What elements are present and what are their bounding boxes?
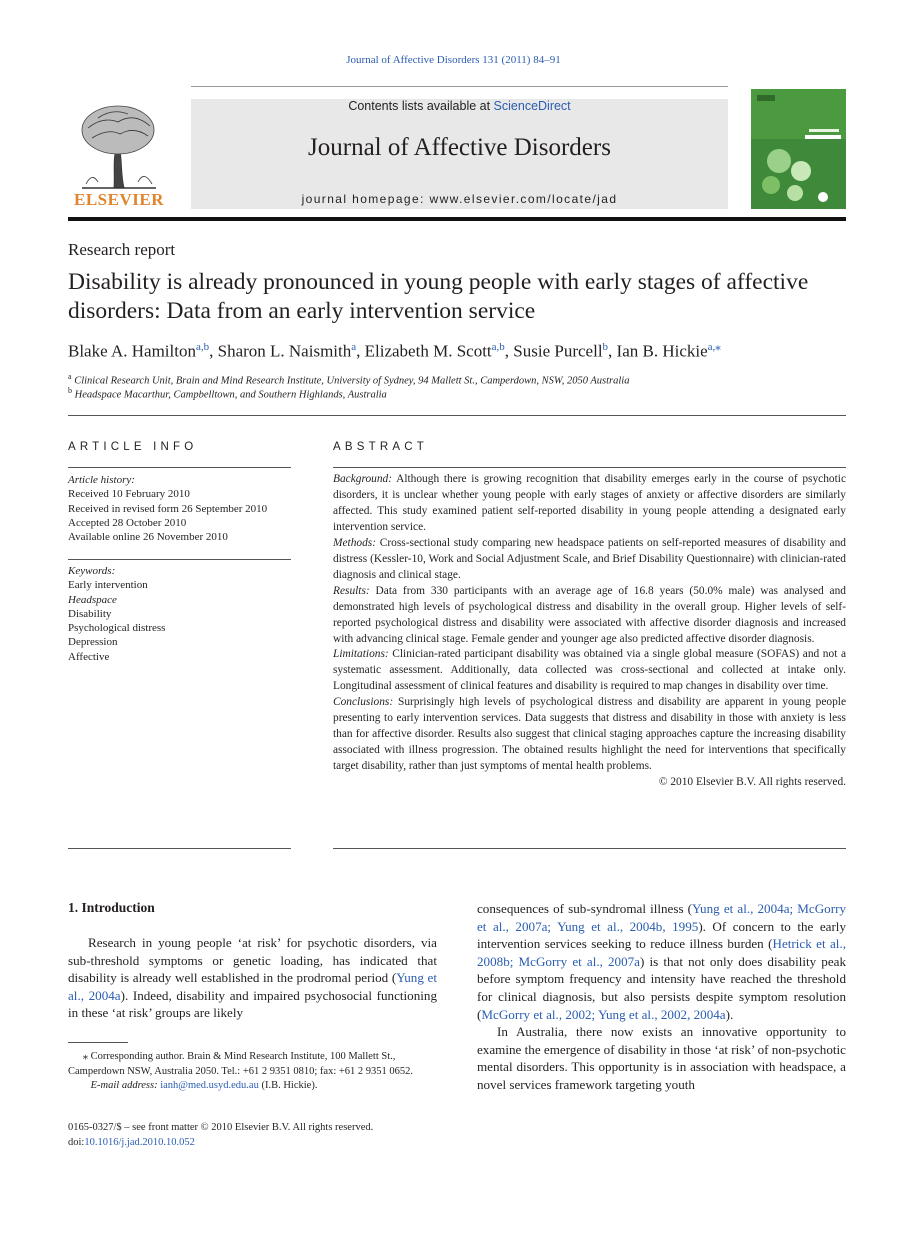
- contents-line: [191, 99, 728, 113]
- author-name: Susie Purcell: [513, 341, 603, 361]
- keyword-item: Headspace: [68, 593, 117, 606]
- section-rule: [68, 415, 846, 416]
- homepage-label: journal homepage:: [301, 192, 430, 206]
- body-paragraph: [477, 900, 846, 1023]
- article-history: [68, 473, 298, 544]
- journal-citation[interactable]: Journal of Affective Disorders 131 (2011) 84–91: [346, 54, 561, 66]
- journal-homepage: [191, 192, 728, 206]
- paragraph-text: Research in young people ‘at risk’ for psychotic disorders, via sub-threshold symptoms or genetic loading, has indicated that disability is already well established in the prodromal period (: [68, 935, 437, 986]
- body-column-left: [68, 934, 437, 1022]
- affiliation-b: [68, 386, 387, 401]
- affiliation-text: Clinical Research Unit, Brain and Mind Research Institute, University of Sydney, 94 Mallett St., Camperdown, NSW, 2050 Australia: [74, 375, 630, 387]
- keywords-label: Keywords:: [68, 565, 116, 577]
- front-matter-line: 0165-0327/$ – see front matter © 2010 Elsevier B.V. All rights reserved.: [68, 1122, 374, 1133]
- abstract-limitations: [333, 647, 846, 695]
- keyword-item: Affective: [68, 650, 110, 663]
- article-type: Research report: [68, 240, 176, 259]
- paragraph-text: ). Of concern to the early intervention services seeking to reduce illness burden (: [477, 918, 846, 952]
- footnote-text: Corresponding author. Brain & Mind Research Institute, 100 Mallett St., Camperdown NSW, Australia 2050. Tel.: +61 2 9351 0810; fax: +61 2 9351 0652.: [68, 1051, 414, 1077]
- abstract-methods: [333, 536, 846, 584]
- keyword-item: Depression: [68, 636, 118, 649]
- section-rule: [68, 559, 291, 560]
- author-name: Sharon L. Naismith: [217, 341, 352, 361]
- abstract-section-label: Conclusions:: [333, 696, 394, 709]
- author-name: Ian B. Hickie: [616, 341, 708, 361]
- author-name: Blake A. Hamilton: [68, 341, 196, 361]
- homepage-url[interactable]: www.elsevier.com/locate/jad: [429, 192, 618, 206]
- author-separator: ,: [504, 341, 514, 361]
- reference-link[interactable]: Yung et al., 2004a; McGorry et al., 2007a; Yung et al., 2004b, 1995: [477, 901, 846, 934]
- section-rule: [68, 467, 291, 468]
- paragraph-text: consequences of sub-syndromal illness (: [477, 901, 693, 916]
- author-name: Elizabeth M. Scott: [364, 341, 492, 361]
- history-item: Available online 26 November 2010: [68, 531, 228, 544]
- keyword-item: Early intervention: [68, 579, 148, 592]
- history-item: Received 10 February 2010: [68, 488, 190, 501]
- keyword-item: Psychological distress: [68, 622, 166, 635]
- author-affiliation-mark[interactable]: b: [602, 341, 609, 353]
- issn-doi-block: [68, 1121, 438, 1150]
- affiliation-a: [68, 372, 629, 387]
- footnote-rule: [68, 1042, 128, 1043]
- reference-link[interactable]: Hetrick et al., 2008b; McGorry et al., 2007a: [477, 936, 846, 969]
- author-separator: ,: [356, 341, 365, 361]
- history-item: Accepted 28 October 2010: [68, 516, 187, 529]
- email-suffix: (I.B. Hickie).: [258, 1080, 318, 1092]
- reference-link[interactable]: McGorry et al., 2002; Yung et al., 2002, 2004a: [481, 1006, 726, 1022]
- abstract-conclusions: [333, 695, 846, 775]
- doi-line: [68, 1136, 438, 1151]
- journal-title: Journal of Affective Disorders: [308, 134, 611, 161]
- header-top-rule: [191, 86, 728, 87]
- email-label: E-mail address:: [90, 1080, 158, 1092]
- abstract-section-label: Background:: [333, 473, 393, 485]
- author-affiliation-mark[interactable]: a,⁎: [707, 341, 721, 353]
- abstract-section-text: Data from 330 participants with an average age of 16.8 years (50.0% male) was analysed and demonstrated high levels of psychological distress and disability in the overall group. Higher levels of self-reported psychological distress and disability were associated with affective disorder diagnosis and increased with advancing clinical stage. Female gender and younger age also predicted affective disorder diagnosis.: [333, 584, 846, 645]
- paragraph-text: ).: [725, 1006, 734, 1022]
- history-label: Article history:: [68, 474, 135, 486]
- author-separator: ,: [209, 341, 218, 361]
- publisher-wordmark: ELSEVIER: [74, 190, 164, 209]
- affiliation-text: Headspace Macarthur, Campbelltown, and Southern Highlands, Australia: [74, 389, 387, 401]
- abstract-section-label: Limitations:: [333, 648, 389, 661]
- section-rule: [68, 848, 291, 849]
- doi-label: doi:: [68, 1136, 85, 1148]
- keyword-item: Disability: [68, 607, 112, 620]
- reference-link[interactable]: Yung et al., 2004a: [68, 970, 437, 1003]
- author-affiliation-mark[interactable]: a,b: [195, 341, 210, 353]
- author-list: [68, 340, 868, 362]
- contents-prefix: Contents lists available at: [348, 99, 494, 113]
- body-paragraph: In Australia, there now exists an innovative opportunity to examine the emergence of disability in those ‘at risk’ of non-psychotic mental disorders. This opportunity is in association with headspace, a novel services framework targeting youth: [477, 1024, 846, 1092]
- abstract-section-text: Surprisingly high levels of psychological distress and disability are apparent in young people presenting to early intervention services. Data suggests that distress and disability in those with anxiety is less than for affective disorder. Results also suggest that clinical staging approaches capture the increasing disability associated with illness progression. The obtained results highlight the need for interventions that specifically target disability, rather than just symptoms of mental health problems.: [333, 696, 846, 773]
- abstract-background: [333, 472, 846, 536]
- section-heading-introduction: 1. Introduction: [68, 900, 155, 915]
- abstract-section-text: Clinician-rated participant disability was obtained via a single global measure (SOFAS) and not a systematic assessment. Additionally, data collected was cross-sectional and collected at intake only. Longitudinal assessment of clinical features and disability is required to map changes in disability over time.: [333, 648, 846, 693]
- paragraph-text: ) is that not only does disability peak before symptom frequency and intensity have reached the threshold for clinical diagnosis, but also persists despite symptom resolution (: [477, 953, 846, 1022]
- author-separator: ,: [608, 341, 617, 361]
- author-affiliation-mark[interactable]: a: [351, 341, 357, 353]
- footnote-mark: ⁎: [82, 1051, 88, 1062]
- sciencedirect-link[interactable]: ScienceDirect: [493, 99, 571, 113]
- abstract-section-text: Cross-sectional study comparing new headspace patients on self-reported measures of disability and distress (Kessler-10, Work and Social Adjustment Scale, and Brief Disability Questionnaire) with clinician-rated diagnosis and clinical stage.: [333, 536, 846, 581]
- header-rule: [68, 217, 846, 221]
- doi-link[interactable]: 10.1016/j.jad.2010.10.052: [84, 1136, 195, 1148]
- abstract-results: [333, 584, 846, 648]
- corresponding-author-footnote: [68, 1050, 438, 1094]
- paragraph-text: ). Indeed, disability and impaired psychosocial functioning in these ‘at risk’ groups are likely: [68, 987, 437, 1021]
- history-item: Received in revised form 26 September 2010: [68, 502, 268, 515]
- abstract-section-label: Methods:: [333, 536, 377, 549]
- abstract-body: [333, 472, 846, 791]
- article-info-heading: ARTICLE INFO: [68, 441, 198, 453]
- body-paragraph: [68, 934, 437, 1022]
- affiliation-mark: a: [68, 372, 72, 381]
- section-rule: [333, 467, 846, 468]
- journal-cover-thumbnail[interactable]: [751, 89, 846, 209]
- email-link[interactable]: ianh@med.usyd.edu.au: [160, 1080, 259, 1092]
- section-rule: [333, 848, 846, 849]
- body-column-right: [477, 900, 846, 1094]
- abstract-heading: ABSTRACT: [333, 441, 428, 453]
- affiliation-mark: b: [68, 386, 72, 395]
- abstract-section-text: Although there is growing recognition that disability emerges early in the course of psychotic disorders, it is unclear whether young people with early stages of anxiety or affective disorders are similarly affected. This study examined patient self-reported disability in young people attending a designated early intervention service.: [333, 473, 846, 533]
- article-title: Disability is already pronounced in young people with early stages of affective disorders: Data from an early intervention service: [68, 269, 809, 324]
- author-affiliation-mark[interactable]: a,b: [491, 341, 505, 353]
- keywords-list: [68, 564, 298, 664]
- abstract-section-label: Results:: [333, 584, 370, 597]
- copyright-notice: © 2010 Elsevier B.V. All rights reserved.: [658, 776, 846, 789]
